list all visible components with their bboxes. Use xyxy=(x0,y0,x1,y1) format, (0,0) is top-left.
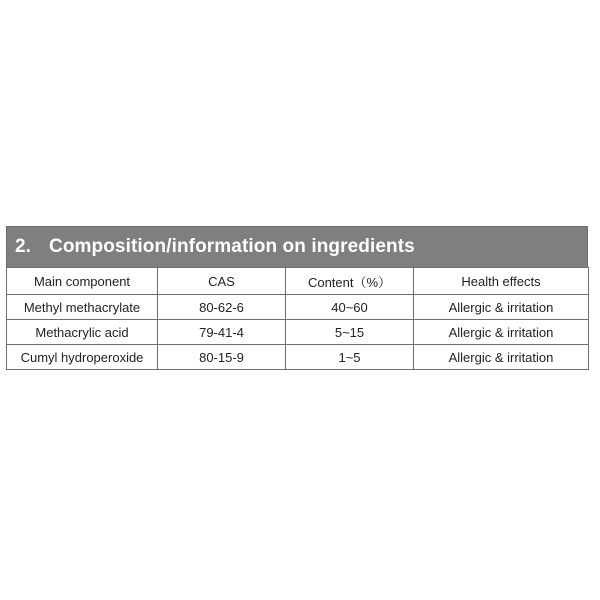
table-row xyxy=(7,295,589,320)
cell-cas: 80-15-9 xyxy=(158,345,286,370)
section-number: 2. xyxy=(15,236,32,257)
cell-health-effects: Allergic & irritation xyxy=(414,320,589,345)
table-row xyxy=(7,320,589,345)
section-title: Composition/information on ingredients xyxy=(49,236,415,257)
header-health-effects: Health effects xyxy=(414,268,589,295)
cell-health-effects: Allergic & irritation xyxy=(414,345,589,370)
cell-content: 40~60 xyxy=(286,295,414,320)
table-header-row xyxy=(7,268,589,295)
cell-health-effects: Allergic & irritation xyxy=(414,295,589,320)
table-row xyxy=(7,345,589,370)
cell-component: Cumyl hydroperoxide xyxy=(7,345,158,370)
section-header xyxy=(6,226,588,267)
cell-content: 1~5 xyxy=(286,345,414,370)
cell-component: Methacrylic acid xyxy=(7,320,158,345)
ingredients-table xyxy=(6,267,589,370)
header-main-component: Main component xyxy=(7,268,158,295)
header-cas: CAS xyxy=(158,268,286,295)
cell-cas: 79-41-4 xyxy=(158,320,286,345)
cell-content: 5~15 xyxy=(286,320,414,345)
header-content: Content（%） xyxy=(286,268,414,295)
cell-component: Methyl methacrylate xyxy=(7,295,158,320)
composition-section xyxy=(6,226,588,370)
cell-cas: 80-62-6 xyxy=(158,295,286,320)
